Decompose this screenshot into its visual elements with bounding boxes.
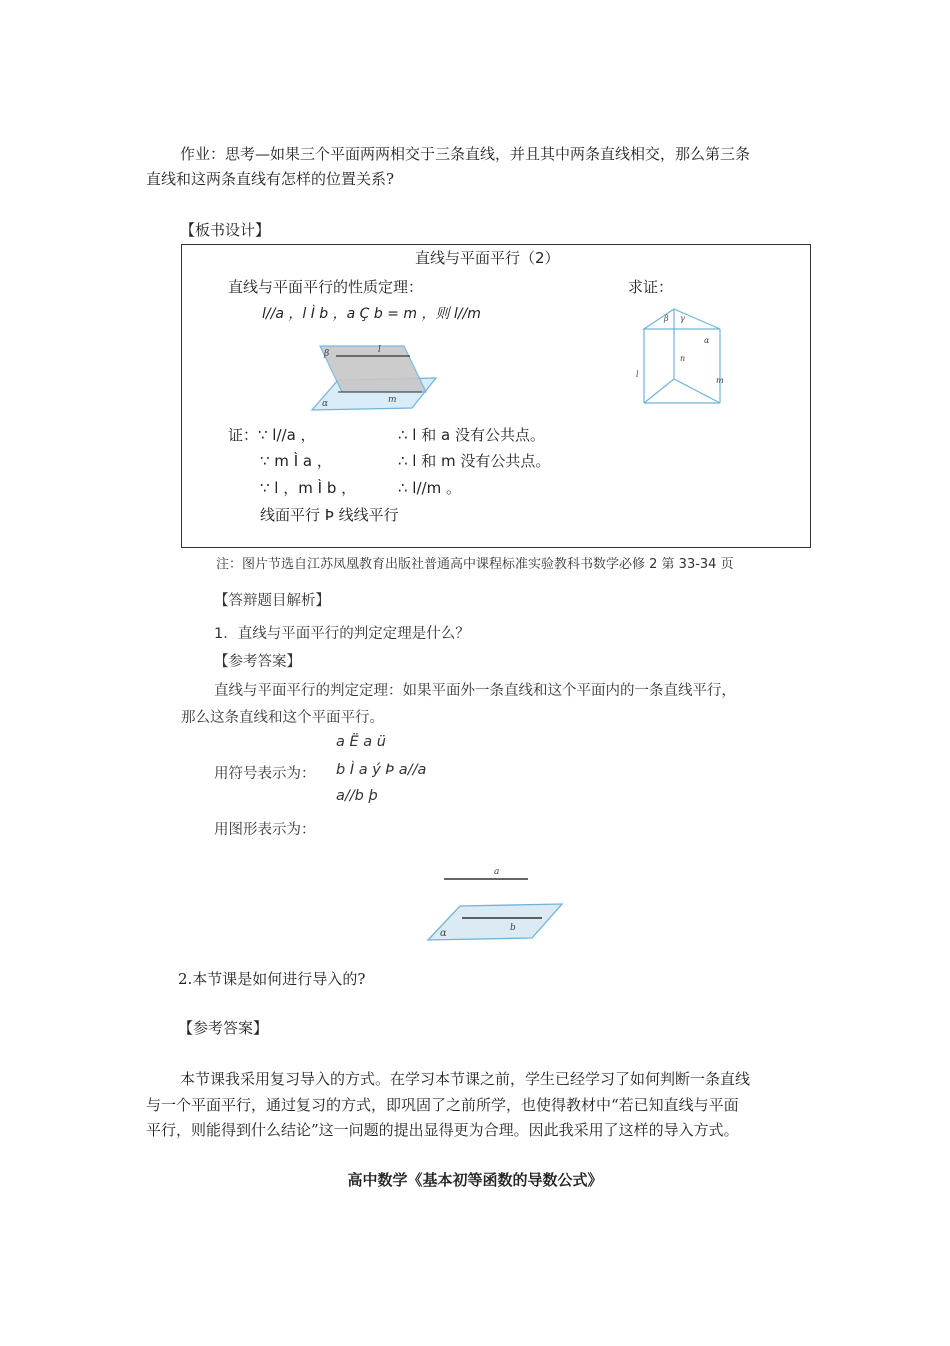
q2-answer-line-3: 平行，则能得到什么结论”这一问题的提出显得更为合理。因此我采用了这样的导入方式。 <box>146 1121 739 1139</box>
proof-2-left: ∵ m Ì a ， <box>260 452 332 470</box>
fig2-m-label: m <box>716 376 724 385</box>
proof-2-right: ∴ l 和 m 没有公共点。 <box>398 452 551 470</box>
symbol-line-3: a//b þ <box>336 788 378 804</box>
proof-3-left: ∵ l ，m Ì b ， <box>260 479 357 497</box>
fig2-n-label: n <box>680 354 686 363</box>
q1-answer-label: 【参考答案】 <box>214 654 301 670</box>
symbol-line-2: b Ì a ý Þ a//a <box>336 762 427 778</box>
q1-answer-line-1: 直线与平面平行的判定定理：如果平面外一条直线和这个平面内的一条直线平行， <box>214 683 736 699</box>
fig3-b-label: b <box>510 923 516 933</box>
q2-answer-line-1: 本节课我采用复习导入的方式。在学习本节课之前，学生已经学习了如何判断一条直线 <box>180 1070 751 1088</box>
board-heading: 【板书设计】 <box>180 221 271 239</box>
fig1-beta-label: β <box>324 349 330 359</box>
q2-answer-label: 【参考答案】 <box>178 1019 269 1037</box>
qa-heading: 【答辩题目解析】 <box>214 593 330 609</box>
homework-line-2: 直线和这两条直线有怎样的位置关系? <box>146 170 395 188</box>
theorem-label: 直线与平面平行的性质定理： <box>228 278 424 296</box>
prove-label: 求证： <box>628 278 674 296</box>
fig1-alpha-label: α <box>322 399 329 409</box>
fig2-beta-label: β <box>664 314 669 323</box>
fig1-m-label: m <box>388 395 397 405</box>
homework-line-1: 作业：思考—如果三个平面两两相交于三条直线，并且其中两条直线相交，那么第三条 <box>180 145 751 163</box>
fig2-gamma-label: γ <box>680 314 685 323</box>
fig3-alpha-label: α <box>440 928 447 939</box>
next-section-title: 高中数学《基本初等函数的导数公式》 <box>347 1171 603 1189</box>
fig1-l-label: l <box>378 345 381 355</box>
theorem-formula: l//a ，l Ì b ，a Ç b = m ，则 l//m <box>262 306 481 322</box>
proof-3-right: ∴ l//m 。 <box>398 479 461 497</box>
q2-question: 2.本节课是如何进行导入的? <box>178 970 366 988</box>
figure-intersecting-planes <box>308 340 438 412</box>
figure-prism <box>634 305 734 407</box>
proof-1-right: ∴ l 和 a 没有公共点。 <box>398 426 545 444</box>
symbol-line-1: a Ë a ü <box>336 734 386 750</box>
q2-answer-line-2: 与一个平面平行，通过复习的方式，即巩固了之前所学，也使得教材中“若已知直线与平面 <box>146 1096 739 1114</box>
figure-line-parallel-plane <box>424 862 588 946</box>
q1-question: 1．直线与平面平行的判定定理是什么？ <box>214 626 470 642</box>
fig2-alpha-label: α <box>704 336 710 345</box>
board-title: 直线与平面平行（2） <box>415 249 560 267</box>
symbol-label: 用符号表示为： <box>214 766 316 782</box>
proof-conclusion: 线面平行 Þ 线线平行 <box>260 506 399 524</box>
q1-answer-line-2: 那么这条直线和这个平面平行。 <box>181 710 384 726</box>
proof-1-left: 证：∵ l//a ， <box>228 426 316 444</box>
fig2-l-label: l <box>636 370 639 379</box>
image-source-note: 注：图片节选自江苏凤凰教育出版社普通高中课程标准实验教科书数学必修 2 第 33-34 页 <box>216 557 734 572</box>
fig3-a-label: a <box>494 867 500 877</box>
figure-label: 用图形表示为： <box>214 822 316 838</box>
